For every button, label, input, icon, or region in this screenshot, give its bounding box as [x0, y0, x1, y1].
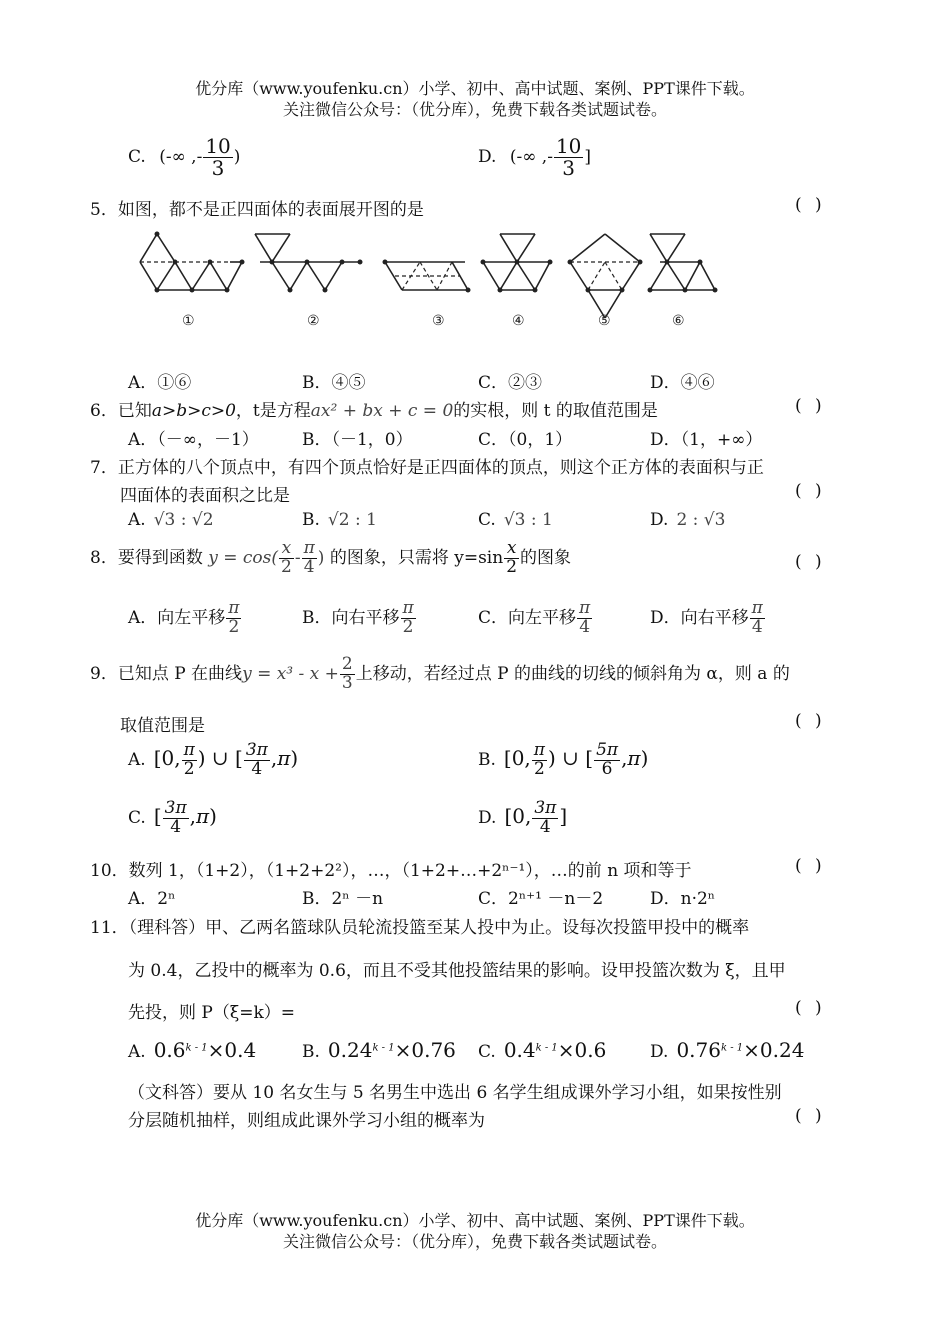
q11-wen-line1: （文科答）要从 10 名女生与 5 名男生中选出 6 名学生组成课外学习小组，如果按性别	[128, 1083, 782, 1103]
net-4	[481, 234, 553, 293]
q8-option-c: C．向左平移 $\frac{\pi}{4}$	[478, 598, 591, 637]
q11-wen-line2: 分层随机抽样，则组成此课外学习小组的概率为	[128, 1111, 485, 1131]
net-6	[648, 234, 718, 293]
q5-nets-figure	[130, 222, 730, 337]
net-1	[140, 232, 245, 293]
q10-option-c: C．2ⁿ⁺¹ －n－2	[478, 889, 604, 909]
q4-option-d: D. (-∞ ,- $\frac{10}{3}$ ]	[478, 134, 592, 180]
q5-stem: 5．如图，都不是正四面体的表面展开图的是	[90, 200, 424, 220]
q6-option-a: A．（－∞，－1）	[128, 430, 259, 450]
page-header-line1: 优分库（www.youfenku.cn）小学、初中、高中试题、案例、PPT课件下载。	[195, 79, 755, 98]
net-label-1: ①	[182, 313, 195, 329]
q8-answer-paren: ( )	[795, 552, 826, 572]
q5-option-c: C．②③	[478, 373, 543, 393]
q11-line3: 先投，则 P（ξ=k）=	[128, 1003, 295, 1023]
net-label-4: ④	[512, 313, 525, 329]
q6-option-c: C．（0，1）	[478, 430, 573, 450]
q7-line2: 四面体的表面积之比是	[120, 486, 290, 506]
q10-option-b: B．2ⁿ －n	[302, 889, 384, 909]
net-3	[383, 260, 471, 293]
q8-stem: 8．要得到函数 y = cos( $\frac{x}{2}$ - $\frac{\pi}{4}$ ) 的图象，只需将 y=sin $\frac{x}{2}$ 的图象	[90, 538, 572, 577]
q11-option-d: D. $0.76^{k - 1}\times 0.24$	[650, 1038, 805, 1062]
q9-stem: 9．已知点 P 在曲线y = x³ - x + $\frac{2}{3}$ 上移动，若经过点 P 的曲线的切线的倾斜角为 α，则 a 的	[90, 654, 790, 693]
q7-option-c: C. √3 : 1	[478, 510, 553, 530]
q11-answer-paren: ( )	[795, 998, 826, 1018]
q6-answer-paren: ( )	[795, 396, 826, 416]
q9-answer-paren: ( )	[795, 711, 826, 731]
q10-stem: 10．数列 1，（1+2），（1+2+2²），…，（1+2+…+2ⁿ⁻¹），…的前 n 项和等于	[90, 861, 692, 881]
q11-option-a: A. $0.6^{k - 1}\times 0.4$	[128, 1038, 257, 1062]
q11-option-c: C. $0.4^{k - 1}\times 0.6$	[478, 1038, 607, 1062]
net-5	[568, 234, 643, 318]
q7-line1: 7．正方体的八个顶点中，有四个顶点恰好是正四面体的顶点，则这个正方体的表面积与正	[90, 458, 764, 478]
q6-option-b: B．（－1，0）	[302, 430, 413, 450]
q5-answer-paren: ( )	[795, 195, 826, 215]
page-footer-line1: 优分库（www.youfenku.cn）小学、初中、高中试题、案例、PPT课件下载。	[195, 1211, 755, 1230]
q11-wen-answer-paren: ( )	[795, 1106, 826, 1126]
q11-line2: 为 0.4，乙投中的概率为 0.6，而且不受其他投篮结果的影响。设甲投篮次数为 ξ，且甲	[128, 961, 786, 981]
q8-option-b: B．向右平移 $\frac{\pi}{2}$	[302, 598, 414, 637]
page-footer-line2: 关注微信公众号：（优分库），免费下载各类试题试卷。	[282, 1232, 667, 1251]
q7-answer-paren: ( )	[795, 481, 826, 501]
net-label-2: ②	[307, 313, 320, 329]
q10-answer-paren: ( )	[795, 856, 826, 876]
q10-option-a: A．2ⁿ	[128, 889, 176, 909]
q11-option-b: B. $0.24^{k - 1}\times 0.76$	[302, 1038, 456, 1062]
q7-option-a: A. √3 : √2	[128, 510, 214, 530]
q5-option-a: A．①⑥	[128, 373, 192, 393]
page-header-line2: 关注微信公众号：（优分库），免费下载各类试题试卷。	[282, 100, 667, 119]
q9-option-a: A. [0, $\frac{\pi}{2}$ ) ∪ [ $\frac{3\pi}{4}$ ,π)	[128, 740, 299, 779]
q5-option-b: B．④⑤	[302, 373, 366, 393]
q4-option-c: C. (-∞ ,- $\frac{10}{3}$ )	[128, 134, 241, 180]
net-label-3: ③	[432, 313, 445, 329]
q7-option-b: B. √2 : 1	[302, 510, 377, 530]
net-label-5: ⑤	[598, 313, 611, 329]
q9-line2: 取值范围是	[120, 716, 205, 736]
q9-option-b: B. [0, $\frac{\pi}{2}$ ) ∪ [ $\frac{5\pi}{6}$ ,π)	[478, 740, 649, 779]
q8-option-d: D．向右平移 $\frac{\pi}{4}$	[650, 598, 763, 637]
q9-option-d: D. [0, $\frac{3\pi}{4}$ ]	[478, 798, 568, 837]
q6-stem: 6．已知a>b>c>0，t是方程ax² + bx + c = 0的实根，则 t 的取值范围是	[90, 401, 658, 421]
q8-option-a: A．向左平移 $\frac{\pi}{2}$	[128, 598, 240, 637]
q10-option-d: D．n·2ⁿ	[650, 889, 716, 909]
q5-option-d: D．④⑥	[650, 373, 715, 393]
q9-option-c: C. [ $\frac{3\pi}{4}$ ,π)	[128, 798, 217, 837]
q11-line1: 11．（理科答）甲、乙两名篮球队员轮流投篮至某人投中为止。设每次投篮甲投中的概率	[90, 918, 750, 938]
net-label-6: ⑥	[672, 313, 685, 329]
net-2	[255, 234, 363, 293]
q6-option-d: D．（1，+∞）	[650, 430, 763, 450]
q7-option-d: D. 2 : √3	[650, 510, 726, 530]
